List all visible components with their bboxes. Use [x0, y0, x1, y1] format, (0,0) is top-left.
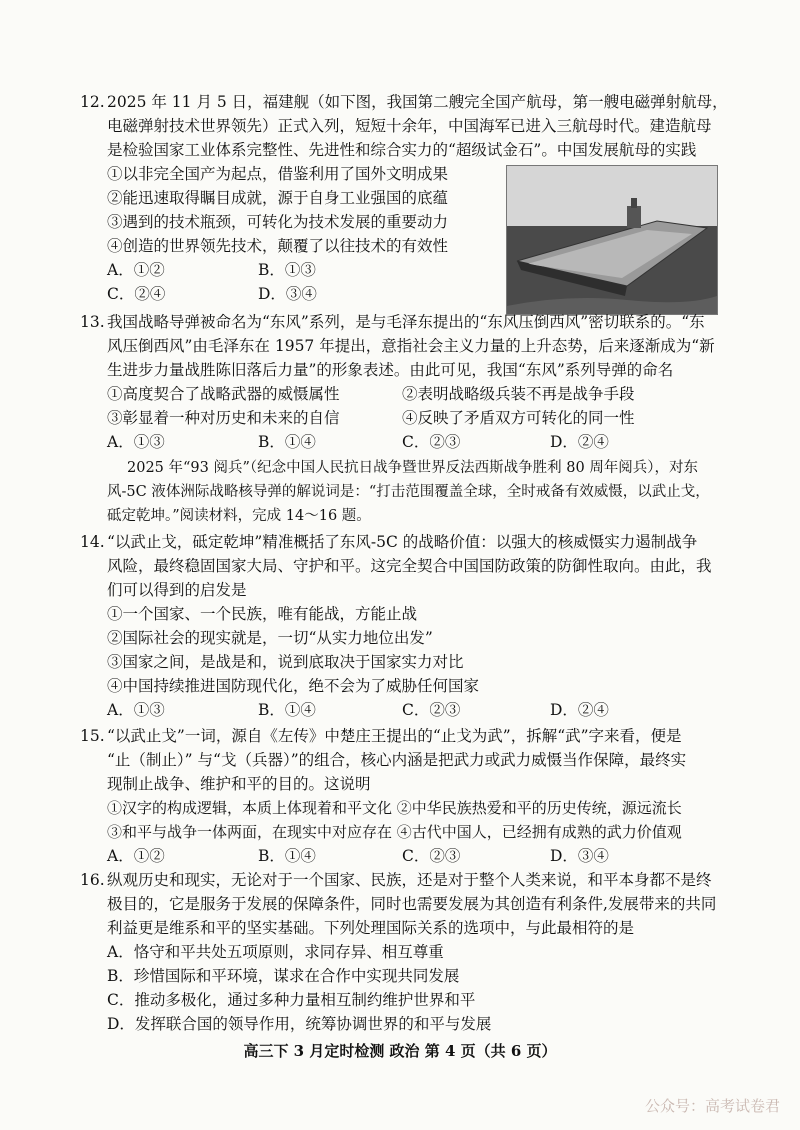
q12-option-b: B．①③	[258, 261, 316, 279]
q13-option-d: D．②④	[550, 433, 609, 451]
q14-item-2: ②国际社会的现实就是，一切“从实力地位出发”	[107, 629, 433, 647]
q14-option-d: D．②④	[550, 701, 609, 719]
aircraft-carrier-icon	[507, 166, 717, 314]
q14-stem-line-3: 们可以得到的启发是	[107, 581, 247, 599]
q12-stem-line-2: 电磁弹射技术世界领先）正式入列，短短十余年，中国海军已进入三航母时代。建造航母	[107, 117, 712, 135]
q13-item-1: ①高度契合了战略武器的威慑属性	[107, 385, 340, 403]
q12-item-3: ③遇到的技术瓶颈，可转化为技术发展的重要动力	[107, 213, 449, 231]
q16-choice-b: B．珍惜国际和平环境，谋求在合作中实现共同发展	[107, 967, 460, 985]
q16-stem-line-1: 纵观历史和现实，无论对于一个国家、民族，还是对于整个人类来说，和平本身都不是终	[107, 871, 712, 889]
q14-option-b: B．①④	[258, 701, 316, 719]
q12-stem-line-1: 2025 年 11 月 5 日，福建舰（如下图，我国第二艘完全国产航母，第一艘电磁弹射航母，	[107, 93, 728, 111]
q14-item-3: ③国家之间，是战是和，说到底取决于国家实力对比	[107, 653, 464, 671]
material-line-2: 风-5C 液体洲际战略核导弹的解说词是：“打击范围覆盖全球，全时戒备有效威慑，以武止戈，	[107, 484, 710, 500]
q15-stem-line-3: 现制止战争、维护和平的目的。这说明	[107, 775, 371, 793]
q13-option-a: A．①③	[107, 433, 165, 451]
q12-item-2: ②能迅速取得瞩目成就，源于自身工业强国的底蕴	[107, 189, 449, 207]
q15-option-d: D．③④	[550, 847, 609, 865]
q13-stem-line-1: 我国战略导弹被命名为“东风”系列，是与毛泽东提出的“东风压倒西风”密切联系的。“东	[107, 313, 705, 331]
q14-stem-line-1: “以武止戈，砥定乾坤”精准概括了东风-5C 的战略价值：以强大的核威慑实力遏制战争	[107, 533, 698, 551]
watermark: 公众号：高考试卷君	[644, 1097, 780, 1115]
q13-item-3: ③彰显着一种对历史和未来的自信	[107, 409, 340, 427]
q16-choice-c: C．推动多极化，通过多种力量相互制约维护世界和平	[107, 991, 476, 1009]
q12-option-c: C．②④	[107, 285, 166, 303]
q14-number: 14.	[80, 533, 105, 551]
q12-stem-line-3: 是检验国家工业体系完整性、先进性和综合实力的“超级试金石”。中国发展航母的实践	[107, 141, 697, 159]
q12-item-4: ④创造的世界领先技术，颠覆了以往技术的有效性	[107, 237, 449, 255]
q12-option-d: D．③④	[258, 285, 317, 303]
q13-number: 13.	[80, 313, 105, 331]
q16-stem-line-3: 利益更是维系和平的坚实基础。下列处理国际关系的选项中，与此最相符的是	[107, 919, 635, 937]
q15-option-c: C．②③	[402, 847, 461, 865]
q12-option-a: A．①②	[107, 261, 165, 279]
q14-item-4: ④中国持续推进国防现代化，绝不会为了威胁任何国家	[107, 677, 480, 695]
q15-option-b: B．①④	[258, 847, 316, 865]
q13-item-2: ②表明战略级兵装不再是战争手段	[402, 385, 635, 403]
aircraft-carrier-photo	[506, 165, 718, 315]
q13-stem-line-2: 风压倒西风”由毛泽东在 1957 年提出，意指社会主义力量的上升态势，后来逐渐成为“新	[107, 337, 715, 355]
q16-number: 16.	[80, 871, 105, 889]
q15-number: 15.	[80, 727, 105, 745]
q15-items-line-1: ①汉字的构成逻辑，本质上体现着和平文化 ②中华民族热爱和平的历史传统，源远流长	[107, 799, 682, 817]
q13-option-c: C．②③	[402, 433, 461, 451]
page-footer: 高三下 3 月定时检测 政治 第 4 页（共 6 页）	[243, 1042, 557, 1060]
q16-stem-line-2: 极目的，它是服务于发展的保障条件，同时也需要发展为其创造有利条件,发展带来的共同	[107, 895, 717, 913]
q16-choice-d: D．发挥联合国的领导作用，统筹协调世界的和平与发展	[107, 1015, 492, 1033]
material-line-3: 砥定乾坤。”阅读材料，完成 14～16 题。	[107, 508, 371, 524]
q14-option-a: A．①③	[107, 701, 165, 719]
q14-item-1: ①一个国家、一个民族，唯有能战，方能止战	[107, 605, 418, 623]
q13-option-b: B．①④	[258, 433, 316, 451]
q12-number: 12.	[80, 93, 105, 111]
q15-items-line-2: ③和平与战争一体两面，在现实中对应存在 ④古代中国人，已经拥有成熟的武力价值观	[107, 823, 682, 841]
q13-stem-line-3: 生进步力量战胜陈旧落后力量”的形象表述。由此可见，我国“东风”系列导弹的命名	[107, 361, 674, 379]
q14-stem-line-2: 风险，最终稳固国家大局、守护和平。这完全契合中国国防政策的防御性取向。由此，我	[107, 557, 712, 575]
q12-item-1: ①以非完全国产为起点，借鉴利用了国外文明成果	[107, 165, 449, 183]
q15-option-a: A．①②	[107, 847, 165, 865]
q13-item-4: ④反映了矛盾双方可转化的同一性	[402, 409, 635, 427]
q15-stem-line-2: “止（制止）” 与“戈（兵器）”的组合，核心内涵是把武力或武力威慑当作保障，最终实	[107, 751, 687, 769]
q15-stem-line-1: “以武止戈”一词，源自《左传》中楚庄王提出的“止戈为武”，拆解“武”字来看，便是	[107, 727, 682, 745]
q14-option-c: C．②③	[402, 701, 461, 719]
q16-choice-a: A．恪守和平共处五项原则，求同存异、相互尊重	[107, 943, 444, 961]
material-line-1: 2025 年“93 阅兵”（纪念中国人民抗日战争暨世界反法西斯战争胜利 80 周年阅兵），对东	[127, 460, 699, 476]
